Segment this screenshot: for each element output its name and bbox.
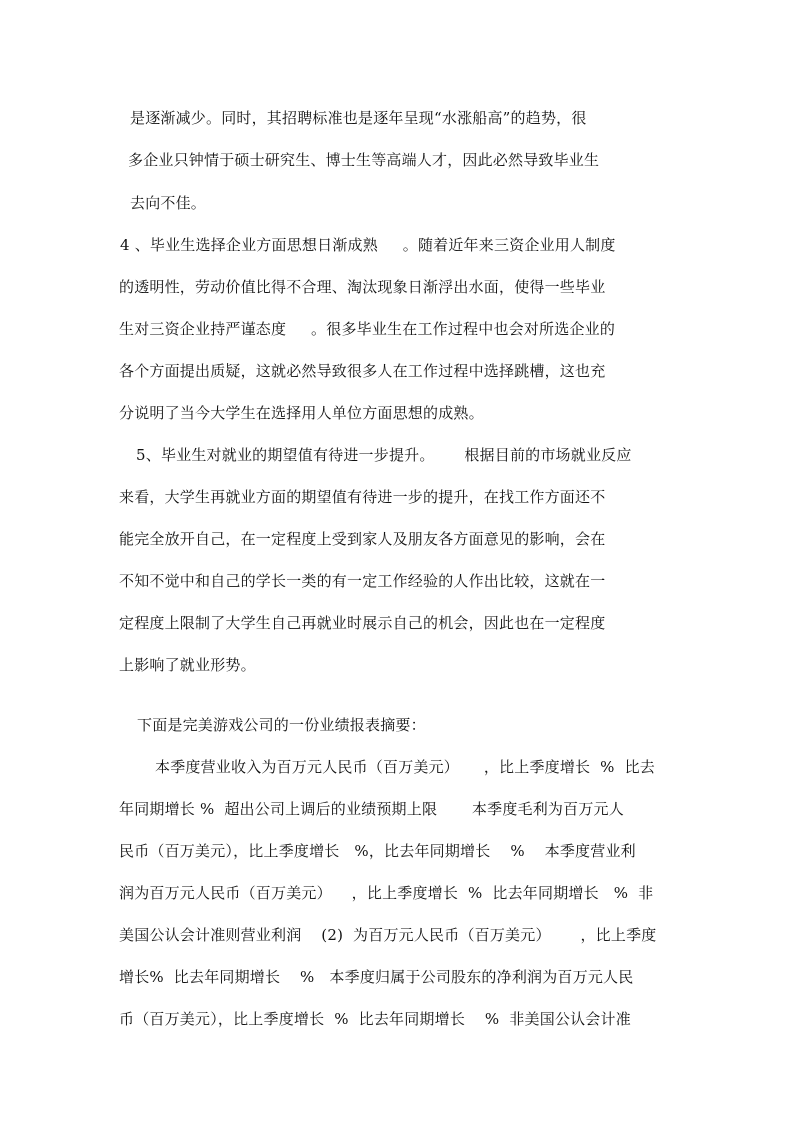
text-line: 5、毕业生对就业的期望值有待进一步提升。 根据目前的市场就业反应 — [136, 446, 632, 464]
text-line: 币（百万美元），比上季度增长 % 比去年同期增长 % 非美国公认会计准 — [119, 1010, 631, 1028]
text-line: 不知不觉中和自己的学长一类的有一定工作经验的人作出比较，这就在一 — [119, 572, 606, 590]
text-line: 各个方面提出质疑，这就必然导致很多人在工作过程中选择跳槽，这也充 — [119, 362, 606, 380]
text-line: 多企业只钟情于硕士研究生、博士生等高端人才，因此必然导致毕业生 — [128, 151, 600, 169]
text-line: 润为百万元人民币（百万美元） ，比上季度增长 % 比去年同期增长 % 非 — [119, 884, 654, 902]
text-line: 是逐渐减少。同时，其招聘标准也是逐年呈现“水涨船高”的趋势，很 — [130, 109, 587, 127]
text-line: 生对三资企业持严谨态度 。很多毕业生在工作过程中也会对所选企业的 — [119, 320, 616, 338]
text-line: 定程度上限制了大学生自己再就业时展示自己的机会，因此也在一定程度 — [119, 614, 606, 632]
text-line: 4 、毕业生选择企业方面思想日渐成熟 。随着近年来三资企业用人制度 — [120, 236, 616, 254]
text-line: 来看，大学生再就业方面的期望值有待进一步的提升，在找工作方面还不 — [119, 488, 606, 506]
text-line: 增长% 比去年同期增长 % 本季度归属于公司股东的净利润为百万元人民 — [119, 968, 634, 986]
text-line: 本季度营业收入为百万元人民币（百万美元） ，比上季度增长 % 比去 — [155, 758, 655, 776]
text-line: 美国公认会计准则营业利润 (2) 为百万元人民币（百万美元） ，比上季度 — [119, 926, 657, 944]
text-line: 去向不佳。 — [130, 194, 207, 212]
text-line: 分说明了当今大学生在选择用人单位方面思想的成熟。 — [119, 404, 484, 422]
text-line: 的透明性，劳动价值比得不合理、淘汰现象日渐浮出水面，使得一些毕业 — [119, 278, 606, 296]
text-line: 民币（百万美元），比上季度增长 %，比去年同期增长 % 本季度营业利 — [119, 842, 636, 860]
text-line: 能完全放开自己，在一定程度上受到家人及朋友各方面意见的影响，会在 — [119, 530, 606, 548]
text-line: 年同期增长 % 超出公司上调后的业绩预期上限 本季度毛利为百万元人 — [119, 800, 624, 818]
text-line: 上影响了就业形势。 — [119, 656, 256, 674]
text-line: 下面是完美游戏公司的一份业绩报表摘要： — [137, 716, 426, 734]
